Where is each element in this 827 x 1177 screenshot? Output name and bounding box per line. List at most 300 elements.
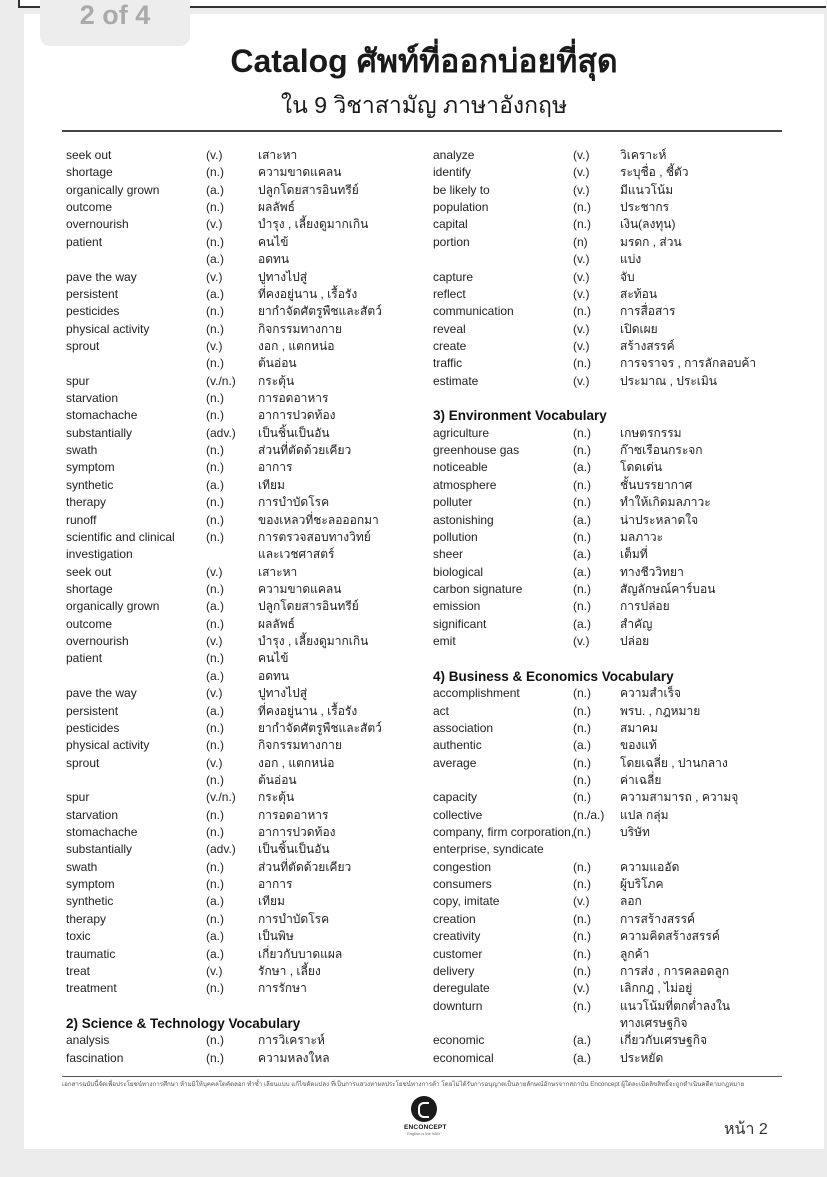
vocab-word: pave the way [66, 269, 137, 284]
vocab-word: average [433, 755, 477, 770]
vocab-word: sprout [66, 755, 100, 770]
thai-translation: งอก , แตกหน่อ [258, 338, 335, 353]
part-of-speech: (n.) [573, 825, 591, 840]
thai-translation: เสาะหา [258, 564, 298, 579]
vocab-word: investigation [66, 547, 133, 562]
vocab-row [433, 564, 793, 581]
vocab-word: identify [433, 165, 472, 180]
thai-translation: การบำบัดโรค [258, 495, 330, 510]
vocab-row [433, 633, 793, 650]
vocab-row [433, 373, 793, 390]
vocab-row [433, 928, 793, 945]
part-of-speech: (v.) [206, 148, 223, 162]
part-of-speech: (v.) [573, 148, 590, 162]
vocab-row [66, 251, 426, 268]
thai-translation: กระตุ้น [258, 373, 295, 388]
thai-translation: การจราจร , การลักลอบค้า [620, 356, 757, 371]
thai-translation: วิเคราะห์ [620, 148, 667, 162]
vocab-row [66, 685, 426, 702]
vocab-row [66, 321, 426, 338]
thai-translation: โดยเฉลี่ย , ปานกลาง [620, 755, 728, 770]
part-of-speech: (v.) [573, 634, 590, 649]
thai-translation: อาการปวดท้อง [258, 825, 336, 840]
vocab-row [66, 529, 426, 546]
part-of-speech: (n.) [206, 772, 224, 787]
vocab-word: physical activity [66, 738, 150, 753]
thai-translation: อดทน [258, 668, 290, 683]
thai-translation: การวิเคราะห์ [258, 1033, 325, 1048]
vocab-row [66, 841, 426, 858]
thai-translation: อาการ [258, 460, 293, 475]
vocab-word: shortage [66, 165, 113, 180]
vocab-word: synthetic [66, 477, 114, 492]
thai-translation: การรักษา [258, 981, 307, 996]
vocab-word: reveal [433, 321, 466, 336]
thai-translation: เสาะหา [258, 148, 298, 162]
thai-translation: แนวโน้มที่ตกต่ำลงใน [620, 998, 731, 1013]
thai-translation: เงิน(ลงทุน) [620, 217, 676, 232]
vocab-word: pave the way [66, 686, 137, 701]
thai-translation: ส่วนที่ตัดด้วยเคียว [258, 859, 352, 874]
vocab-row [66, 598, 426, 615]
vocab-word: create [433, 338, 467, 353]
thai-translation: สมาคม [620, 720, 658, 735]
part-of-speech: (n) [573, 234, 588, 249]
section-heading-text: 4) Business & Economics Vocabulary [433, 668, 674, 684]
vocab-word: emit [433, 634, 456, 649]
thai-translation: เป็นชิ้นเป็นอัน [258, 842, 330, 857]
thai-translation: ความขาดแคลน [258, 165, 342, 180]
thai-translation: ระบุชื่อ , ชี้ตัว [620, 165, 689, 180]
thai-translation: การตรวจสอบทางวิทย์ [258, 529, 371, 544]
vocab-word: astonishing [433, 512, 494, 527]
section-heading-text: 2) Science & Technology Vocabulary [66, 1015, 301, 1031]
thai-translation: การปล่อย [620, 599, 670, 614]
vocab-word: atmosphere [433, 477, 497, 492]
part-of-speech: (v.) [206, 755, 223, 770]
thai-translation: การสื่อสาร [620, 304, 676, 319]
vocab-row [66, 650, 426, 667]
thai-translation: การส่ง , การคลอดลูก [620, 963, 730, 978]
thai-translation: ที่คงอยู่นาน , เรื้อรัง [258, 286, 358, 301]
vocab-word: authentic [433, 738, 482, 753]
vocab-row [433, 182, 793, 199]
vocab-row [66, 998, 426, 1015]
part-of-speech: (n.) [573, 963, 591, 978]
vocab-row [433, 980, 793, 997]
section-heading [433, 668, 793, 685]
part-of-speech: (n.) [573, 790, 591, 805]
part-of-speech: (n.) [573, 443, 591, 458]
vocab-row [66, 373, 426, 390]
vocab-word: treatment [66, 981, 117, 996]
vocab-row [433, 494, 793, 511]
thai-translation: ที่คงอยู่นาน , เรื้อรัง [258, 703, 358, 718]
vocab-word: analyze [433, 148, 475, 162]
vocab-word: population [433, 200, 489, 215]
part-of-speech: (n.) [573, 495, 591, 510]
vocab-row [66, 807, 426, 824]
thai-translation: สัญลักษณ์คาร์บอน [620, 581, 716, 596]
vocab-row [433, 477, 793, 494]
vocab-row [433, 234, 793, 251]
vocab-word: enterprise, syndicate [433, 842, 544, 857]
vocab-word: reflect [433, 286, 466, 301]
vocab-row [66, 581, 426, 598]
vocab-row [66, 668, 426, 685]
page-number: หน้า 2 [724, 1121, 768, 1138]
enconcept-logo [404, 1096, 447, 1136]
vocab-word: greenhouse gas [433, 443, 520, 458]
vocab-row [66, 338, 426, 355]
thai-translation: เทียม [258, 477, 285, 492]
vocab-word: therapy [66, 911, 107, 926]
part-of-speech: (a.) [573, 460, 591, 475]
vocab-row [433, 998, 793, 1015]
vocab-row [433, 425, 793, 442]
thai-translation: เต็มที่ [620, 547, 648, 562]
vocab-row [433, 338, 793, 355]
vocab-row [66, 164, 426, 181]
part-of-speech: (n.) [206, 304, 224, 319]
vocab-row [433, 1015, 793, 1032]
copyright-disclaimer: เอกสารฉบับนี้จัดเพื่อประโยชน์ทางการศึกษา ห้ามมิให้บุคคลใดคัดลอก ทำซ้ำ เลียนแบบ แก้ไขดัดแปลง ที่เป็นการแสวงหาผลประโยชน์ทางการค้า โดยไม่ได้รับการอนุญาตเป็นลายลักษณ์อักษรจากสถาบัน Enconcept ผู้ใดละเมิดลิขสิทธิ์จะถูกดำเนินคดีตามกฎหมาย [62, 1081, 745, 1088]
thai-translation: การสร้างสรรค์ [620, 911, 696, 926]
thai-translation: ค่าเฉลี่ย [620, 772, 662, 787]
thai-translation: เกี่ยวกับบาดแผล [258, 946, 343, 961]
vocab-column-left [66, 147, 426, 1067]
part-of-speech: (a.) [573, 1033, 591, 1048]
vocab-row [433, 685, 793, 702]
part-of-speech: (v./n.) [206, 373, 236, 388]
vocab-row [433, 911, 793, 928]
vocab-word: patient [66, 234, 103, 249]
vocab-word: persistent [66, 703, 119, 718]
vocab-word: scientific and clinical [66, 529, 175, 544]
thai-translation: อาการ [258, 877, 293, 892]
vocab-word: polluter [433, 495, 473, 510]
part-of-speech: (n.) [573, 877, 591, 892]
part-of-speech: (a.) [573, 547, 591, 562]
vocab-row [66, 546, 426, 563]
thai-translation: บริษัท [620, 825, 650, 840]
thai-translation: ผู้บริโภค [620, 877, 664, 892]
part-of-speech: (n.) [206, 877, 224, 892]
vocab-word: capital [433, 217, 468, 232]
part-of-speech: (n.) [206, 807, 224, 822]
vocab-row [433, 893, 793, 910]
vocab-word: synthetic [66, 894, 114, 909]
vocab-word: association [433, 720, 494, 735]
part-of-speech: (n.) [206, 512, 224, 527]
part-of-speech: (n.) [206, 738, 224, 753]
vocab-word: portion [433, 234, 470, 249]
part-of-speech: (n.) [573, 477, 591, 492]
thai-translation: ต้นอ่อน [258, 356, 297, 371]
thai-translation: ยากำจัดศัตรูพืชและสัตว์ [258, 304, 382, 319]
thai-translation: แบ่ง [620, 252, 642, 267]
vocab-word: analysis [66, 1033, 110, 1048]
thai-translation: การอดอาหาร [258, 391, 329, 406]
vocab-word: overnourish [66, 634, 129, 649]
vocab-row [66, 946, 426, 963]
part-of-speech: (a.) [206, 477, 224, 492]
vocab-word: economic [433, 1033, 485, 1048]
vocab-word: spur [66, 790, 90, 805]
vocab-word: sheer [433, 547, 464, 562]
part-of-speech: (a.) [206, 703, 224, 718]
page-counter-badge: 2 of 4 [40, 0, 190, 46]
part-of-speech: (adv.) [206, 842, 236, 857]
vocab-word: agriculture [433, 425, 490, 440]
vocab-word: symptom [66, 877, 115, 892]
vocab-word: noticeable [433, 460, 488, 475]
part-of-speech: (v.) [573, 165, 590, 180]
thai-translation: สะท้อน [620, 286, 658, 301]
part-of-speech: (n.) [206, 529, 224, 544]
vocab-row [433, 1050, 793, 1067]
part-of-speech: (a.) [206, 668, 224, 683]
vocab-row [433, 512, 793, 529]
vocab-row [66, 303, 426, 320]
vocab-word: outcome [66, 616, 113, 631]
part-of-speech: (n.) [206, 391, 224, 406]
thai-translation: ทางชีววิทยา [620, 564, 684, 579]
thai-translation: เป็นชิ้นเป็นอัน [258, 425, 330, 440]
vocab-row [66, 755, 426, 772]
vocab-row [66, 269, 426, 286]
thai-translation: ประมาณ , ประเมิน [620, 373, 718, 388]
thai-translation: ชั้นบรรยากาศ [620, 477, 693, 492]
part-of-speech: (a.) [573, 616, 591, 631]
part-of-speech: (v.) [573, 269, 590, 284]
thai-translation: กิจกรรมทางกาย [258, 738, 342, 753]
part-of-speech: (n.) [206, 443, 224, 458]
vocab-row [433, 216, 793, 233]
thai-translation: ความขาดแคลน [258, 581, 342, 596]
vocab-row [433, 755, 793, 772]
part-of-speech: (n./a.) [573, 807, 605, 822]
vocab-word: starvation [66, 807, 119, 822]
part-of-speech: (v.) [206, 217, 223, 232]
vocab-word: substantially [66, 842, 133, 857]
vocab-row [66, 564, 426, 581]
vocab-word: substantially [66, 425, 133, 440]
enconcept-e-logo-icon [411, 1096, 437, 1122]
vocab-word: pollution [433, 529, 478, 544]
vocab-word: stomachache [66, 408, 138, 423]
vocab-word: organically grown [66, 599, 160, 614]
vocab-row [66, 442, 426, 459]
vocab-word: starvation [66, 391, 119, 406]
part-of-speech: (a.) [206, 929, 224, 944]
vocab-word: shortage [66, 581, 113, 596]
vocab-row [66, 859, 426, 876]
thai-translation: ส่วนที่ตัดด้วยเคียว [258, 443, 352, 458]
vocab-word: biological [433, 564, 484, 579]
part-of-speech: (v.) [206, 338, 223, 353]
vocab-row [433, 963, 793, 980]
vocab-row [433, 199, 793, 216]
part-of-speech: (n.) [206, 356, 224, 371]
vocab-row [433, 355, 793, 372]
part-of-speech: (n.) [206, 234, 224, 249]
vocab-word: company, firm corporation, [433, 825, 575, 840]
part-of-speech: (n.) [206, 616, 224, 631]
vocab-word: pesticides [66, 720, 120, 735]
part-of-speech: (n.) [573, 304, 591, 319]
vocab-word: seek out [66, 148, 112, 162]
vocab-word: stomachache [66, 825, 138, 840]
vocab-row [433, 269, 793, 286]
part-of-speech: (v.) [206, 686, 223, 701]
part-of-speech: (a.) [573, 1050, 591, 1065]
vocab-row [66, 1050, 426, 1067]
vocab-row [433, 616, 793, 633]
part-of-speech: (v.) [573, 894, 590, 909]
vocab-word: creativity [433, 929, 481, 944]
vocab-row [433, 442, 793, 459]
part-of-speech: (n.) [573, 929, 591, 944]
section-heading-text: 3) Environment Vocabulary [433, 408, 607, 424]
vocab-word: deregulate [433, 981, 490, 996]
footer-divider [62, 1076, 782, 1077]
vocab-row [66, 893, 426, 910]
vocab-word: economical [433, 1050, 494, 1065]
part-of-speech: (n.) [573, 772, 591, 787]
vocab-row [66, 459, 426, 476]
vocab-word: estimate [433, 373, 479, 388]
vocab-word: fascination [66, 1050, 124, 1065]
part-of-speech: (n.) [206, 1050, 224, 1065]
part-of-speech: (n.) [206, 825, 224, 840]
vocab-row [66, 494, 426, 511]
thai-translation: ต้นอ่อน [258, 772, 297, 787]
thai-translation: งอก , แตกหน่อ [258, 755, 335, 770]
vocab-row [433, 824, 793, 841]
part-of-speech: (v.) [206, 269, 223, 284]
vocab-row [433, 286, 793, 303]
part-of-speech: (n.) [573, 200, 591, 215]
part-of-speech: (n.) [206, 495, 224, 510]
part-of-speech: (v.) [573, 373, 590, 388]
vocab-word: traffic [433, 356, 463, 371]
vocab-row [66, 963, 426, 980]
thai-translation: ลอก [620, 894, 642, 909]
part-of-speech: (n.) [206, 981, 224, 996]
part-of-speech: (n.) [206, 581, 224, 596]
thai-translation: ความแออัด [620, 859, 680, 874]
part-of-speech: (v.) [573, 338, 590, 353]
thai-translation: ก๊าซเรือนกระจก [620, 443, 703, 458]
thai-translation: คนไข้ [258, 651, 289, 666]
thai-translation: จับ [620, 269, 635, 284]
part-of-speech: (v.) [206, 963, 223, 978]
vocab-row [433, 147, 793, 164]
part-of-speech: (n.) [573, 599, 591, 614]
thai-translation: การอดอาหาร [258, 807, 329, 822]
vocab-row [433, 546, 793, 563]
thai-translation: ของแท้ [620, 738, 657, 753]
thai-translation: มลภาวะ [620, 529, 664, 544]
vocab-row [433, 650, 793, 667]
thai-translation: กิจกรรมทางกาย [258, 321, 342, 336]
vocab-row [66, 286, 426, 303]
thai-translation: รักษา , เลี้ยง [258, 963, 321, 978]
vocab-word: accomplishment [433, 686, 520, 701]
page-subtitle: ใน 9 วิชาสามัญ ภาษาอังกฤษ [280, 92, 568, 118]
vocab-row [66, 1032, 426, 1049]
vocab-word: customer [433, 946, 483, 961]
thai-translation: ผลลัพธ์ [258, 616, 295, 631]
thai-translation: ประชากร [620, 200, 670, 215]
vocab-row [433, 807, 793, 824]
vocab-row [433, 390, 793, 407]
vocab-word: be likely to [433, 182, 490, 197]
part-of-speech: (n.) [573, 581, 591, 596]
part-of-speech: (n.) [206, 460, 224, 475]
vocab-row [66, 737, 426, 754]
part-of-speech: (a.) [206, 252, 224, 267]
part-of-speech: (v.) [573, 182, 590, 197]
vocab-row [66, 216, 426, 233]
vocab-word: patient [66, 651, 103, 666]
thai-translation: เปิดเผย [620, 321, 658, 336]
vocab-row [66, 772, 426, 789]
vocab-row [66, 355, 426, 372]
vocab-row [66, 703, 426, 720]
header-divider [62, 130, 782, 132]
thai-translation: บำรุง , เลี้ยงดูมากเกิน [258, 634, 369, 649]
vocab-word: therapy [66, 495, 107, 510]
part-of-speech: (n.) [573, 998, 591, 1013]
vocab-word: communication [433, 304, 514, 319]
part-of-speech: (v.) [573, 286, 590, 301]
vocab-row [66, 477, 426, 494]
vocab-row [433, 251, 793, 268]
vocab-row [66, 147, 426, 164]
part-of-speech: (v.) [573, 252, 590, 267]
vocab-word: seek out [66, 564, 112, 579]
thai-translation: ทางเศรษฐกิจ [620, 1015, 688, 1030]
part-of-speech: (adv.) [206, 425, 236, 440]
part-of-speech: (n.) [206, 408, 224, 423]
vocab-row [66, 789, 426, 806]
vocab-row [66, 425, 426, 442]
logo-tagline: English is the WAY [407, 1131, 441, 1136]
part-of-speech: (n.) [206, 651, 224, 666]
vocab-word: congestion [433, 859, 492, 874]
part-of-speech: (a.) [206, 599, 224, 614]
thai-translation: น่าประหลาดใจ [620, 512, 699, 527]
vocab-word: creation [433, 911, 476, 926]
part-of-speech: (n.) [573, 720, 591, 735]
vocab-word: significant [433, 616, 487, 631]
thai-translation: ความหลงใหล [258, 1050, 330, 1065]
vocab-word: physical activity [66, 321, 150, 336]
vocab-row [66, 616, 426, 633]
part-of-speech: (n.) [573, 946, 591, 961]
thai-translation: อดทน [258, 252, 290, 267]
thai-translation: มรดก , ส่วน [620, 234, 682, 249]
thai-translation: เกษตรกรรม [620, 425, 682, 440]
part-of-speech: (n.) [573, 217, 591, 232]
vocab-row [66, 199, 426, 216]
vocab-row [433, 164, 793, 181]
vocab-word: traumatic [66, 946, 116, 961]
part-of-speech: (n.) [206, 859, 224, 874]
part-of-speech: (n.) [573, 911, 591, 926]
